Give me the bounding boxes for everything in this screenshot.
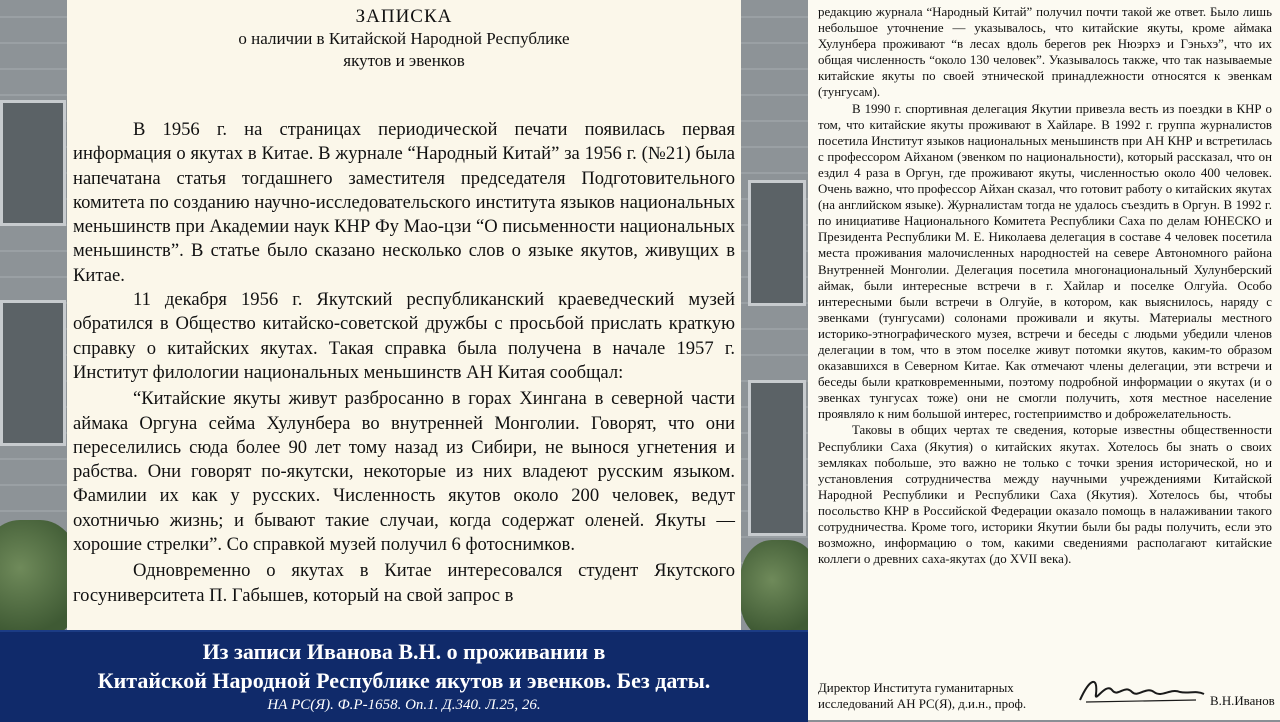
caption-banner xyxy=(0,630,808,722)
document-subtitle-line2: якутов и эвенков xyxy=(343,51,465,70)
building-window xyxy=(0,300,66,446)
right-page-body xyxy=(818,4,1272,567)
signature-title-line1: Директор Института гуманитарных xyxy=(818,681,1014,695)
document-page-right xyxy=(808,0,1280,720)
signature-title-line2: исследований АН РС(Я), д.и.н., проф. xyxy=(818,697,1027,711)
building-window xyxy=(748,380,806,536)
caption-line1: Из записи Иванова В.Н. о проживании в xyxy=(202,639,606,664)
signature-name: В.Н.Иванов xyxy=(1210,694,1275,708)
document-heading xyxy=(67,6,741,72)
archive-reference: НА РС(Я). Ф.Р-1658. Оп.1. Д.340. Л.25, 26. xyxy=(267,697,541,713)
paragraph: В 1990 г. спортивная делегация Якутии привезла весть из поездки в КНР о том, что китайские якуты проживают в Хайларе. В 1992 г. группа журналистов посетила Институт языков национальных меньшинств при АН КНР и встретилась с профессором Айханом (эвенком по национальности), который рассказал, что он ездил 4 раза в Оргун, где проживают якуты, численностью около 400 человек. Очень важно, что профессор Айхан сказал, что готовит работу о китайских якутах (на английском языке). Журналистам тогда не удалось съездить в Оргун. В 1992 г. по инициативе Национального Комитета Республики Саха по делам ЮНЕСКО и Президента Республики М. Е. Николаева делегация в составе 4 человек посетила места проживания малочисленных народностей на севере Автономного района Внутренней Монголии. Делегация посетила многонациональный Хулунберский аймак, были интересные встречи в г. Хайлар и поселке Олгуйа. Особо интересными были встречи в Олгуйе, в котором, как выяснилось, наряду с эвенками (тунгусами) солонами проживали и якуты. Материалы местного историко-этнографического музея, встречи и беседы с людьми убедили членов делегации в том, что в этом поселке живут потомки якутов, каким-то образом оказавшихся в Северном Китае. Как отмечают члены делегации, эти встречи и беседы были кратковременными, поэтому подробной информации о якутах (и о эвенках тунгусах тоже) они не смогли получить, хотя местное население проявляло к ним большой интерес, гостеприимство и доброжелательность. xyxy=(818,101,1272,422)
paragraph: Таковы в общих чертах те сведения, которые известны общественности Республики Саха (Якутия) о китайских якутах. Хотелось бы знать о своих земляках побольше, это важно не только с точки зрения исторической, но и установления сотрудничества между научными учреждениями Китайской Народной Республики и Республики Саха (Якутия). Хотелось бы, чтобы посольство КНР в Российской Федерации оказало помощь в налаживании такого сотрудничества. Кроме того, историки Якутии были бы рады получить, если это возможно, информацию о том, какими сведениями располагают китайские коллеги о древних саха-якутах (до XVII века). xyxy=(818,423,1272,567)
paragraph: В 1956 г. на страницах периодической печати появилась первая информация о якутах в Китае. В журнале “Народный Китай” за 1956 г. (№21) была напечатана статья тогдашнего заместителя председателя Подготовительного комитета по созданию научно-исследовательского института языков национальных меньшинств при Академии наук КНР Фу Мао-цзи “О письменности национальных меньшинств”. В статье было сказано несколько слов о языке якутов, живущих в Китае. xyxy=(73,119,735,286)
document-page-left xyxy=(67,0,741,630)
document-subtitle-line1: о наличии в Китайской Народной Республике xyxy=(238,29,570,48)
paragraph-quote: “Китайские якуты живут разбросанно в горах Хингана в северной части аймака Оргуна сейма Хулунбера во внутренней Монголии. Говорят, что они переселились сюда более 90 лет тому назад из Сибири, не вынося угнетения и рабства. Они говорят по-якутски, некоторые из них владеют русским языком. Фамилии их как у русских. Численность якутов около 200 человек, ведут охотничью жизнь; и бывают такие случаи, когда содержат оленей. Якуты — хорошие стрелки”. Со справкой музей получил 6 фотоснимков. xyxy=(73,388,735,556)
building-window xyxy=(0,100,66,226)
paragraph: Одновременно о якутах в Китае интересовался студент Якутского госуниверситета П. Габышев, который на свой запрос в xyxy=(73,560,735,606)
caption-line2: Китайской Народной Республике якутов и эвенков. Без даты. xyxy=(97,668,711,693)
handwritten-signature-icon xyxy=(1076,672,1206,708)
building-window xyxy=(748,180,806,306)
document-title: ЗАПИСКА xyxy=(355,6,453,27)
signature-block xyxy=(818,680,1275,712)
paragraph: 11 декабря 1956 г. Якутский республиканский краеведческий музей обратился в Общество китайско-советской дружбы с просьбой прислать краткую справку о китайских якутах. Такая справка была получена в начале 1957 г. Институт филологии национальных меньшинств АН Китая сообщал: xyxy=(73,289,735,383)
left-page-body xyxy=(67,118,741,608)
paragraph: редакцию журнала “Народный Китай” получил почти такой же ответ. Было лишь небольшое уточнение — указывалось, что китайские якуты, кроме аймака Хулунбера проживают “в лесах вдоль берегов рек Нюэрхэ и Гэньхэ”, что их общая численность “около 130 человек”. Указывалось также, что так называемые китайские якуты по своей этнической принадлежности относятся к эвенкам (тунгусам). xyxy=(818,5,1272,100)
